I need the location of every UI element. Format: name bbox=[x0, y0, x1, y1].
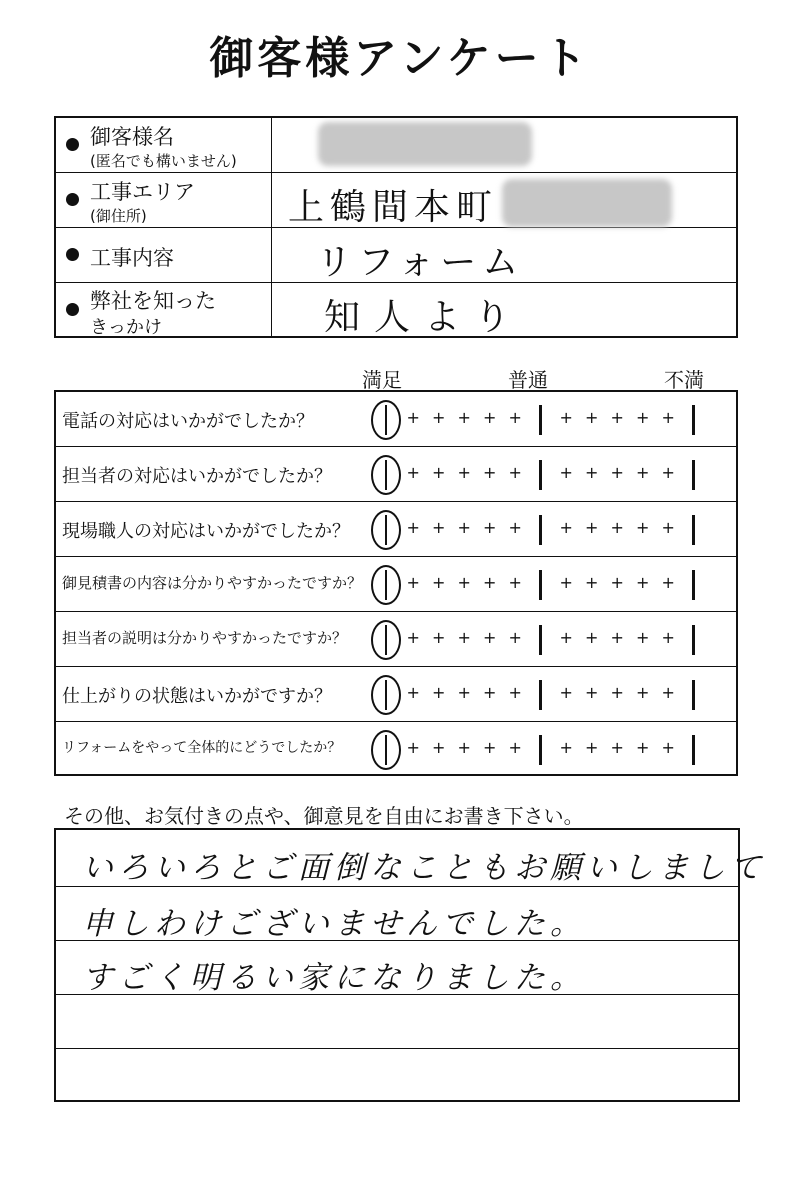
referral-label: 弊社を知った bbox=[90, 289, 216, 313]
scale-step[interactable]: + bbox=[661, 738, 675, 757]
scale-step[interactable]: + bbox=[610, 518, 624, 537]
referral-sublabel: きっかけ bbox=[90, 317, 162, 338]
question-text: リフォームをやって全体的にどうでしたか？ bbox=[62, 740, 342, 756]
scale-step[interactable]: + bbox=[483, 683, 497, 702]
selected-rating-circle bbox=[371, 510, 401, 550]
scale-step[interactable]: + bbox=[508, 518, 522, 537]
scale-step[interactable]: + bbox=[508, 628, 522, 647]
selected-rating-circle bbox=[371, 620, 401, 660]
scale-step[interactable]: + bbox=[432, 738, 446, 757]
page-title: 御客様アンケート bbox=[209, 33, 591, 84]
scale-step[interactable]: + bbox=[432, 408, 446, 427]
scale-tick-dissatisfied[interactable] bbox=[692, 735, 695, 765]
scale-tick-normal[interactable] bbox=[539, 405, 542, 435]
scale-step[interactable]: + bbox=[585, 518, 599, 537]
scale-step[interactable]: + bbox=[585, 463, 599, 482]
scale-step[interactable]: + bbox=[559, 463, 573, 482]
scale-tick-normal[interactable] bbox=[539, 570, 542, 600]
scale-step[interactable]: + bbox=[457, 573, 471, 592]
area-value: 上鶴間本町 bbox=[288, 187, 499, 228]
scale-step[interactable]: + bbox=[483, 463, 497, 482]
scale-step[interactable]: + bbox=[559, 518, 573, 537]
scale-step[interactable]: + bbox=[432, 463, 446, 482]
info-row-customer-name bbox=[56, 118, 736, 173]
scale-step[interactable]: + bbox=[483, 628, 497, 647]
selected-rating-circle bbox=[371, 675, 401, 715]
redacted-name-blur bbox=[318, 122, 532, 166]
scale-step[interactable]: + bbox=[610, 738, 624, 757]
scale-step[interactable]: + bbox=[483, 408, 497, 427]
scale-label-dissatisfied: 不満 bbox=[664, 368, 704, 392]
scale-step[interactable]: + bbox=[406, 408, 420, 427]
scale-step[interactable]: + bbox=[406, 738, 420, 757]
scale-step[interactable]: + bbox=[432, 573, 446, 592]
scale-tick-dissatisfied[interactable] bbox=[692, 515, 695, 545]
bullet-icon bbox=[66, 248, 79, 261]
comment-line-2: 申しわけございませんでした。 bbox=[82, 906, 586, 942]
scale-step[interactable]: + bbox=[585, 683, 599, 702]
scale-step[interactable]: + bbox=[406, 463, 420, 482]
scale-label-satisfied: 満足 bbox=[362, 368, 402, 392]
scale-step[interactable]: + bbox=[610, 628, 624, 647]
comment-box bbox=[54, 828, 766, 1102]
rating-row bbox=[56, 722, 736, 777]
scale-step[interactable]: + bbox=[406, 573, 420, 592]
scale-step[interactable]: + bbox=[457, 683, 471, 702]
info-label-cell bbox=[56, 173, 272, 227]
scale-step[interactable]: + bbox=[636, 518, 650, 537]
rating-row bbox=[56, 502, 736, 557]
scale-tick-normal[interactable] bbox=[539, 515, 542, 545]
scale-step[interactable]: + bbox=[661, 683, 675, 702]
scale-label-normal: 普通 bbox=[508, 368, 548, 392]
scale-step[interactable]: + bbox=[406, 518, 420, 537]
rating-row bbox=[56, 557, 736, 612]
customer-name-sublabel: (匿名でも構いません) bbox=[90, 152, 237, 170]
selected-rating-circle bbox=[371, 565, 401, 605]
area-sublabel: (御住所) bbox=[90, 207, 147, 225]
redacted-address-blur bbox=[502, 179, 672, 227]
rating-table bbox=[54, 390, 738, 776]
scale-step[interactable]: + bbox=[508, 573, 522, 592]
scale-step[interactable]: + bbox=[585, 628, 599, 647]
question-text: 御見積書の内容は分かりやすかったですか？ bbox=[62, 574, 363, 592]
scale-step[interactable]: + bbox=[457, 628, 471, 647]
scale-step[interactable]: + bbox=[585, 738, 599, 757]
selected-rating-circle bbox=[371, 455, 401, 495]
scale-tick-normal[interactable] bbox=[539, 680, 542, 710]
scale-step[interactable]: + bbox=[636, 408, 650, 427]
referral-value: 知人より bbox=[324, 297, 525, 338]
scale-tick-dissatisfied[interactable] bbox=[692, 405, 695, 435]
bullet-icon bbox=[66, 138, 79, 151]
scale-step[interactable]: + bbox=[457, 463, 471, 482]
scale-step[interactable]: + bbox=[610, 463, 624, 482]
scale-step[interactable]: + bbox=[636, 683, 650, 702]
scale-tick-normal[interactable] bbox=[539, 460, 542, 490]
scale-step[interactable]: + bbox=[636, 463, 650, 482]
scale-tick-normal[interactable] bbox=[539, 625, 542, 655]
scale-tick-dissatisfied[interactable] bbox=[692, 570, 695, 600]
info-label-cell bbox=[56, 228, 272, 282]
bullet-icon bbox=[66, 193, 79, 206]
scale-step[interactable]: + bbox=[432, 628, 446, 647]
scale-step[interactable]: + bbox=[508, 683, 522, 702]
scale-step[interactable]: + bbox=[610, 683, 624, 702]
scale-step[interactable]: + bbox=[406, 628, 420, 647]
comment-line-3: すごく明るい家になりました。 bbox=[82, 960, 586, 996]
scale-step[interactable]: + bbox=[432, 518, 446, 537]
bullet-icon bbox=[66, 303, 79, 316]
scale-step[interactable]: + bbox=[508, 408, 522, 427]
selected-rating-circle bbox=[371, 400, 401, 440]
scale-step[interactable]: + bbox=[483, 738, 497, 757]
scale-step[interactable]: + bbox=[661, 408, 675, 427]
question-text: 現場職人の対応はいかがでしたか？ bbox=[62, 521, 350, 542]
question-text: 電話の対応はいかがでしたか？ bbox=[62, 411, 314, 432]
info-row-area bbox=[56, 173, 736, 228]
scale-step[interactable]: + bbox=[559, 738, 573, 757]
scale-step[interactable]: + bbox=[559, 628, 573, 647]
question-text: 担当者の説明は分かりやすかったですか？ bbox=[62, 629, 348, 647]
scale-step[interactable]: + bbox=[636, 628, 650, 647]
work-label: 工事内容 bbox=[90, 246, 174, 270]
rating-row bbox=[56, 447, 736, 502]
scale-step[interactable]: + bbox=[457, 518, 471, 537]
scale-step[interactable]: + bbox=[432, 683, 446, 702]
scale-step[interactable]: + bbox=[636, 738, 650, 757]
scale-tick-dissatisfied[interactable] bbox=[692, 625, 695, 655]
comment-line-1: いろいろとご面倒なこともお願いしまして bbox=[82, 850, 766, 886]
scale-step[interactable]: + bbox=[661, 573, 675, 592]
scale-step[interactable]: + bbox=[457, 408, 471, 427]
scale-step[interactable]: + bbox=[610, 573, 624, 592]
info-row-work bbox=[56, 228, 736, 283]
scale-step[interactable]: + bbox=[585, 573, 599, 592]
question-text: 仕上がりの状態はいかがですか？ bbox=[62, 686, 332, 707]
rating-row bbox=[56, 392, 736, 447]
scale-step[interactable]: + bbox=[483, 518, 497, 537]
scale-step[interactable]: + bbox=[661, 628, 675, 647]
scale-step[interactable]: + bbox=[559, 408, 573, 427]
scale-tick-dissatisfied[interactable] bbox=[692, 680, 695, 710]
comment-rule bbox=[56, 1048, 738, 1049]
scale-step[interactable]: + bbox=[508, 463, 522, 482]
work-value: リフォーム bbox=[316, 242, 525, 283]
scale-step[interactable]: + bbox=[661, 463, 675, 482]
scale-step[interactable]: + bbox=[559, 573, 573, 592]
customer-info-table bbox=[54, 116, 738, 338]
comment-prompt: その他、お気付きの点や、御意見を自由にお書き下さい。 bbox=[64, 804, 584, 828]
scale-step[interactable]: + bbox=[508, 738, 522, 757]
scale-tick-normal[interactable] bbox=[539, 735, 542, 765]
info-label-cell bbox=[56, 283, 272, 338]
scale-step[interactable]: + bbox=[559, 683, 573, 702]
info-label-cell bbox=[56, 118, 272, 172]
scale-tick-dissatisfied[interactable] bbox=[692, 460, 695, 490]
question-text: 担当者の対応はいかがでしたか？ bbox=[62, 466, 332, 487]
scale-step[interactable]: + bbox=[457, 738, 471, 757]
scale-step[interactable]: + bbox=[406, 683, 420, 702]
selected-rating-circle bbox=[371, 730, 401, 770]
area-label: 工事エリア bbox=[90, 180, 195, 204]
scale-step[interactable]: + bbox=[610, 408, 624, 427]
customer-name-label: 御客様名 bbox=[90, 125, 174, 149]
rating-row bbox=[56, 612, 736, 667]
scale-step[interactable]: + bbox=[636, 573, 650, 592]
scale-step[interactable]: + bbox=[661, 518, 675, 537]
scale-step[interactable]: + bbox=[585, 408, 599, 427]
scale-step[interactable]: + bbox=[483, 573, 497, 592]
info-row-referral bbox=[56, 283, 736, 338]
rating-row bbox=[56, 667, 736, 722]
